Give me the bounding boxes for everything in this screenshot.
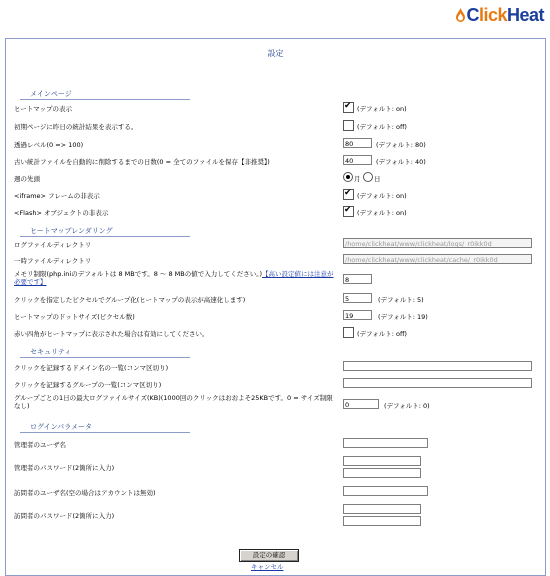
logdir-label: ログファイルディレクトリ (14, 241, 92, 249)
dot-input[interactable]: 19 (343, 310, 372, 320)
clickheat-logo (456, 5, 544, 25)
memory-label-text: メモリ制限(php.iniのデフォルトは 8 MBです。8 ～ 8 MBの値で入力してください。) (14, 270, 263, 278)
red-checkbox[interactable] (343, 327, 354, 338)
logo-text-c: C (466, 4, 479, 25)
groups-input[interactable] (343, 378, 532, 388)
domains-input[interactable] (343, 361, 532, 371)
memory-label (14, 270, 334, 286)
section-render-title: ヒートマップレンダリング (30, 227, 113, 235)
section-security-title: セキュリティ (30, 348, 72, 356)
yesterday-checkbox[interactable] (343, 120, 354, 131)
admin-user-input[interactable] (343, 438, 428, 448)
admin-pass-input[interactable] (343, 456, 421, 466)
red-default: (デフォルト: off) (357, 330, 407, 338)
settings-panel (5, 38, 546, 576)
heatmap-label: ヒートマップの表示 (14, 105, 72, 113)
memory-input[interactable]: 8 (343, 274, 372, 284)
cancel-link[interactable]: キャンセル (251, 563, 284, 571)
admin-pass-confirm-input[interactable] (343, 468, 421, 478)
red-label: 赤い四角がヒートマップに表示された場合は有効にしてください。 (14, 330, 209, 338)
section-render-header (20, 226, 190, 237)
yesterday-label: 初期ページに昨日の統計結果を表示する。 (14, 123, 138, 131)
week-sunday-label: 日 (374, 175, 381, 183)
flash-label: <Flash> オブジェクトの非表示 (14, 209, 109, 217)
week-monday-radio[interactable] (343, 172, 353, 182)
section-main-title: メインページ (30, 90, 72, 98)
logdir-input[interactable]: /home/clickheat/www/clickheat/logs/_r0ikk0d (343, 238, 532, 248)
admin-pass-label: 管理者のパスワード(2箇所に入力) (14, 464, 115, 472)
dot-default: (デフォルト: 19) (378, 313, 428, 321)
group-input[interactable]: 5 (343, 293, 372, 303)
iframe-label: <iframe> フレームの非表示 (14, 192, 100, 200)
flash-checkbox[interactable] (343, 206, 354, 217)
logsize-input[interactable]: 0 (343, 399, 379, 409)
page-title: 設定 (267, 49, 284, 58)
flame-icon (456, 8, 465, 22)
heatmap-checkbox[interactable] (343, 102, 354, 113)
section-security-header (20, 347, 190, 358)
week-label: 週の先頭 (14, 175, 40, 183)
visitor-pass-confirm-input[interactable] (343, 516, 421, 526)
group-default: (デフォルト: 5) (378, 296, 424, 304)
memory-warning-link[interactable]: 【高い設定値には注意が必要です】 (14, 270, 334, 286)
logo-text-heat: Heat (506, 4, 544, 25)
section-login-header (20, 422, 190, 433)
visitor-pass-input[interactable] (343, 504, 421, 514)
yesterday-default: (デフォルト: off) (357, 123, 407, 131)
visitor-user-input[interactable] (343, 486, 428, 496)
iframe-checkbox[interactable] (343, 189, 354, 200)
logsize-label: グループごとの1日の最大ログファイルサイズ(KB)(1000回のクリックはおおよそ25KBです。0 = サイズ制限なし) (14, 394, 333, 410)
iframe-default: (デフォルト: on) (357, 192, 407, 200)
visitor-pass-label: 訪問者のパスワード(2箇所に入力) (14, 512, 115, 520)
admin-user-label: 管理者のユーザ名 (14, 441, 66, 449)
logo-text-lick: lick (478, 4, 507, 25)
visitor-user-label: 訪問者のユーザ名(空の場合はアカウントは無効) (14, 489, 156, 497)
section-main-header (20, 89, 190, 100)
alpha-label: 透過レベル(0 => 100) (14, 141, 84, 149)
domains-label: クリックを記録するドメイン名の一覧(コンマ区切り) (14, 364, 169, 372)
section-login-title: ログインパラメータ (30, 423, 92, 431)
days-input[interactable]: 40 (343, 155, 372, 165)
days-label: 古い統計ファイルを自動的に削除するまでの日数(0 = 全てのファイルを保存【非推奨】) (14, 158, 270, 166)
tmpdir-label: 一時ファイルディレクトリ (14, 257, 92, 265)
week-sunday-radio[interactable] (363, 172, 373, 182)
alpha-input[interactable]: 80 (343, 138, 372, 148)
heatmap-default: (デフォルト: on) (357, 105, 407, 113)
alpha-default: (デフォルト: 80) (376, 141, 426, 149)
confirm-settings-button[interactable]: 設定の確認 (239, 549, 299, 562)
logsize-default: (デフォルト: 0) (384, 402, 430, 410)
group-label: クリックを指定したピクセルでグループ化(ヒートマップの表示が高速化します) (14, 296, 246, 304)
groups-label: クリックを記録するグループの一覧(コンマ区切り) (14, 381, 162, 389)
tmpdir-input[interactable]: /home/clickheat/www/clickheat/cache/_r0ikk0d (343, 254, 532, 264)
dot-label: ヒートマップのドットサイズ(ピクセル数) (14, 313, 135, 321)
week-monday-label: 月 (354, 175, 361, 183)
days-default: (デフォルト: 40) (376, 158, 426, 166)
flash-default: (デフォルト: on) (357, 209, 407, 217)
